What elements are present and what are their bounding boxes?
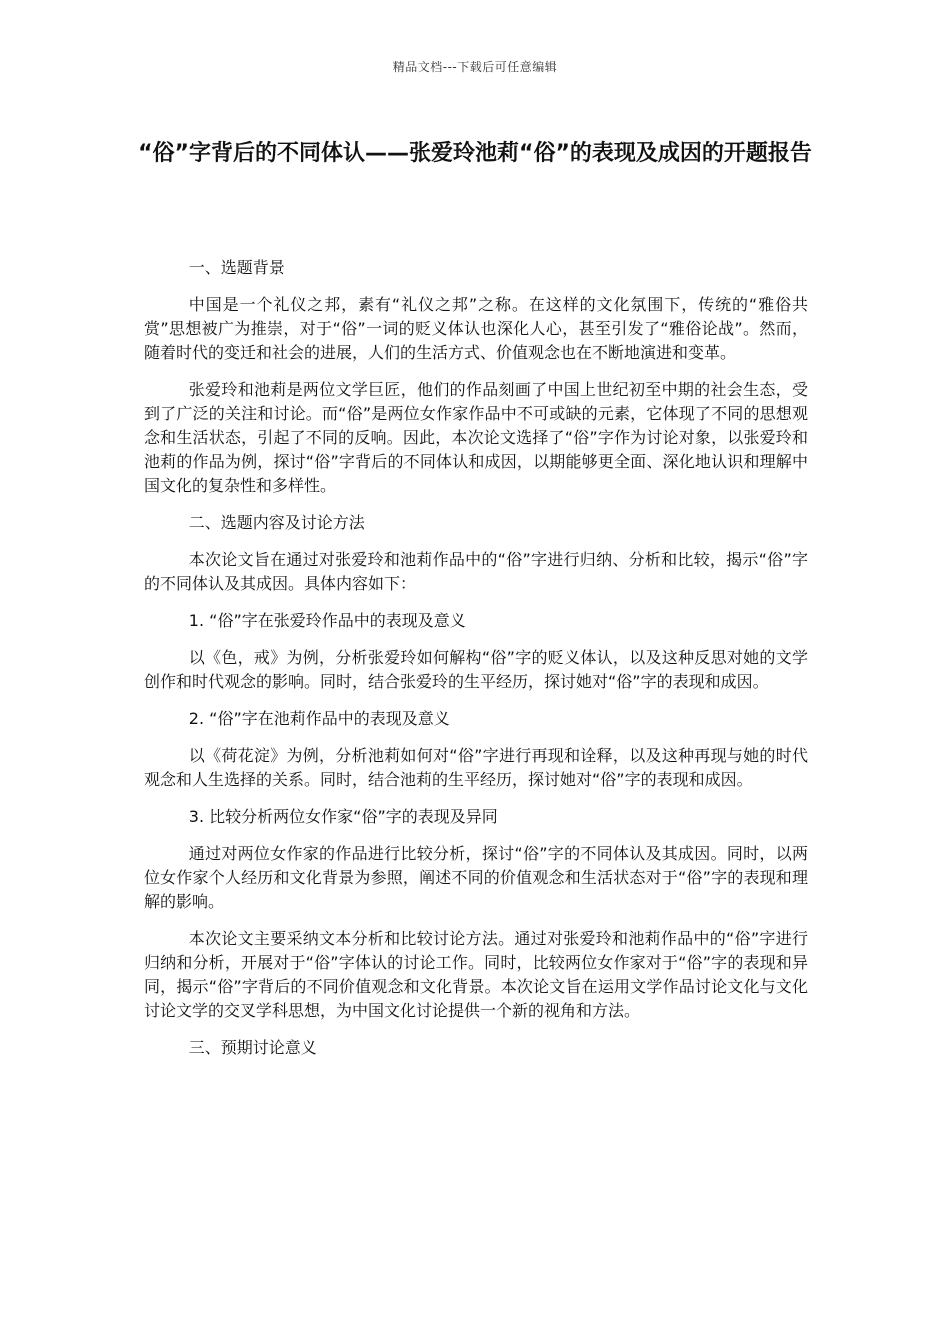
subheading-zhang-ailing: 1. “俗”字在张爱玲作品中的表现及意义 [188, 611, 466, 630]
paragraph: 本次论文旨在通过对张爱玲和池莉作品中的“俗”字进行归纳、分析和比较，揭示“俗”字的不同体认及其成因。具体内容如下： [144, 550, 808, 593]
document-body [144, 256, 808, 1073]
section-heading-content-method: 二、选题内容及讨论方法 [188, 513, 365, 532]
paragraph: 中国是一个礼仪之邦，素有“礼仪之邦”之称。在这样的文化氛围下，传统的“雅俗共赏”思想被广为推崇，对于“俗”一词的贬义体认也深化人心，甚至引发了“雅俗论战”。然而，随着时代的变迁和社会的进展，人们的生活方式、价值观念也在不断地演进和变革。 [144, 295, 808, 362]
paragraph: 以《荷花淀》为例，分析池莉如何对“俗”字进行再现和诠释，以及这种再现与她的时代观念和人生选择的关系。同时，结合池莉的生平经历，探讨她对“俗”字的表现和成因。 [144, 746, 808, 789]
section-heading-background: 一、选题背景 [188, 258, 285, 277]
paragraph: 张爱玲和池莉是两位文学巨匠，他们的作品刻画了中国上世纪初至中期的社会生态，受到了广泛的关注和讨论。而“俗”是两位女作家作品中不可或缺的元素，它体现了不同的思想观念和生活状态，引起了不同的反响。因此，本次论文选择了“俗”字作为讨论对象，以张爱玲和池莉的作品为例，探讨“俗”字背后的不同体认和成因，以期能够更全面、深化地认识和理解中国文化的复杂性和多样性。 [144, 380, 808, 495]
subheading-chi-li: 2. “俗”字在池莉作品中的表现及意义 [188, 709, 450, 728]
paragraph: 以《色，戒》为例，分析张爱玲如何解构“俗”字的贬义体认，以及这种反思对她的文学创作和时代观念的影响。同时，结合张爱玲的生平经历，探讨她对“俗”字的表现和成因。 [144, 648, 808, 691]
document-title: “俗”字背后的不同体认——张爱玲池莉“俗”的表现及成因的开题报告 [138, 141, 812, 166]
section-heading-significance: 三、预期讨论意义 [188, 1038, 317, 1057]
paragraph: 通过对两位女作家的作品进行比较分析，探讨“俗”字的不同体认及其成因。同时，以两位女作家个人经历和文化背景为参照，阐述不同的价值观念和生活状态对于“俗”字的表现和理解的影响。 [144, 844, 808, 911]
subheading-comparison: 3. 比较分析两位女作家“俗”字的表现及异同 [188, 807, 498, 826]
page-header-note: 精品文档---下载后可任意编辑 [392, 60, 558, 74]
paragraph: 本次论文主要采纳文本分析和比较讨论方法。通过对张爱玲和池莉作品中的“俗”字进行归纳和分析，开展对于“俗”字体认的讨论工作。同时，比较两位女作家对于“俗”字的表现和异同，揭示“俗”字背后的不同价值观念和文化背景。本次论文旨在运用文学作品讨论文化与文化讨论文学的交叉学科思想，为中国文化讨论提供一个新的视角和方法。 [144, 929, 808, 1020]
